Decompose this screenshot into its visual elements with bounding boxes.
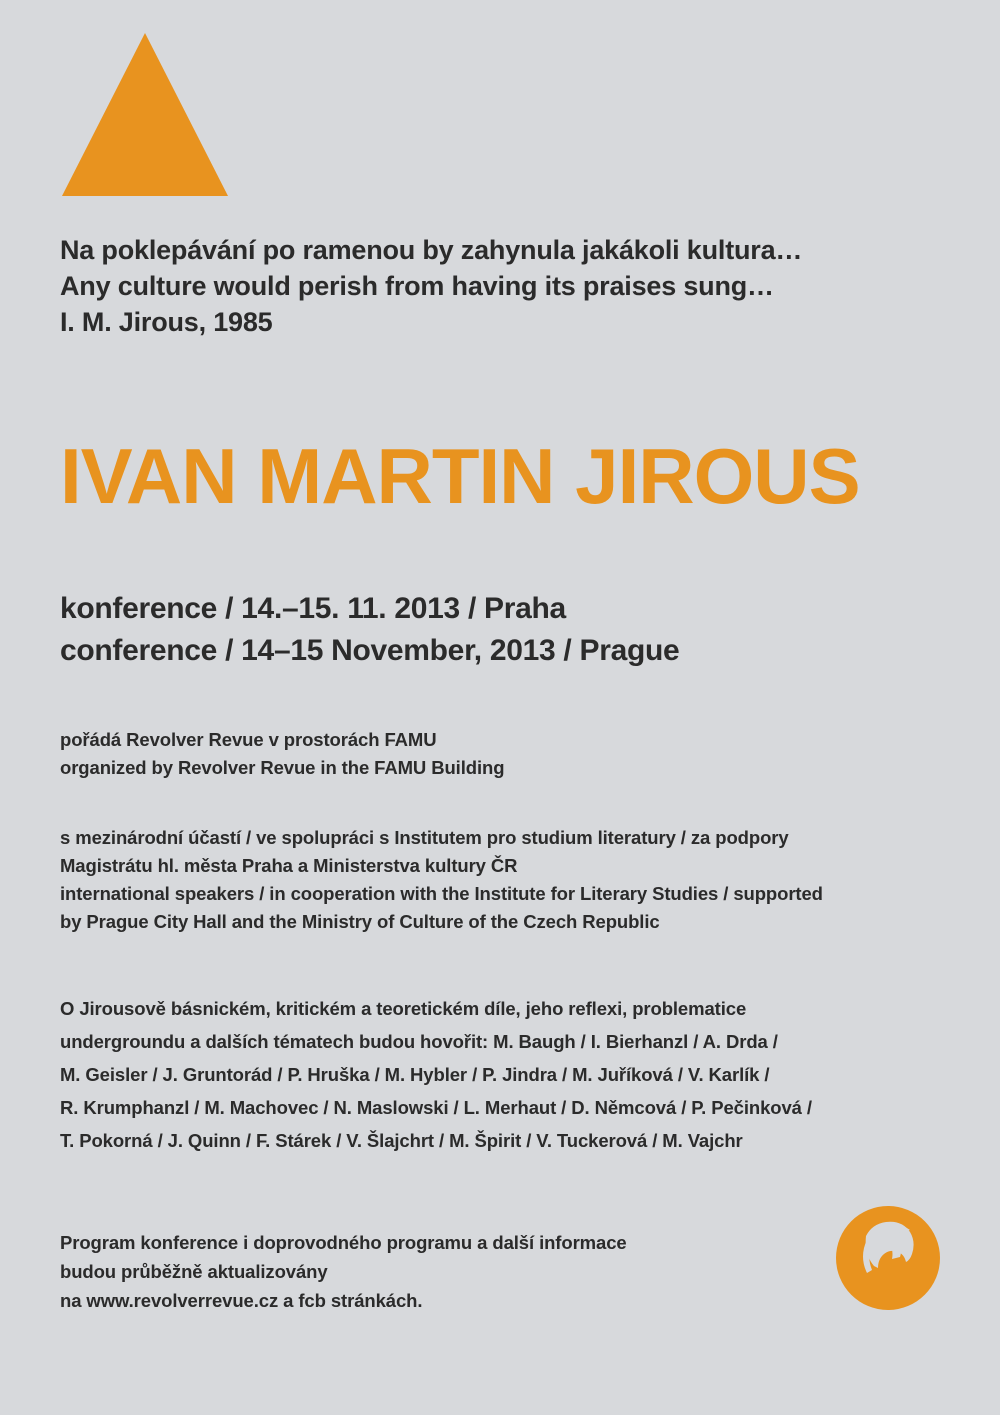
speakers-line-5: T. Pokorná / J. Quinn / F. Stárek / V. Šlajchrt / M. Špirit / V. Tuckerová / M. Vajchr (60, 1130, 743, 1151)
dates-line-en: conference / 14–15 November, 2013 / Prague (60, 634, 680, 667)
speakers-line-2: undergroundu a dalších tématech budou hovořit: M. Baugh / I. Bierhanzl / A. Drda / (60, 1031, 778, 1052)
quote-line-cs: Na poklepávání po ramenou by zahynula jakákoli kultura… (60, 235, 803, 265)
page-title: IVAN MARTIN JIROUS (60, 432, 860, 520)
quote-line-en: Any culture would perish from having its praises sung… (60, 271, 774, 301)
speakers-block (60, 992, 960, 1157)
speakers-line-4: R. Krumphanzl / M. Machovec / N. Maslowski / L. Merhaut / D. Němcová / P. Pečinková / (60, 1097, 812, 1118)
support-line-1: s mezinárodní účastí / ve spolupráci s Institutem pro studium literatury / za podpory (60, 827, 789, 848)
organizer-line-en: organized by Revolver Revue in the FAMU Building (60, 757, 505, 778)
jirous-portrait-badge (836, 1206, 940, 1310)
speakers-line-1: O Jirousově básnickém, kritickém a teoretickém díle, jeho reflexi, problematice (60, 998, 747, 1019)
organizer-block (60, 726, 960, 782)
dates-line-cs: konference / 14.–15. 11. 2013 / Praha (60, 592, 566, 625)
program-line-3: na www.revolverrevue.cz a fcb stránkách. (60, 1290, 423, 1311)
support-line-2: Magistrátu hl. města Praha a Ministerstva kultury ČR (60, 855, 518, 876)
support-block (60, 824, 960, 936)
support-line-4: by Prague City Hall and the Ministry of Culture of the Czech Republic (60, 911, 660, 932)
program-block (60, 1228, 960, 1315)
quote-attribution: I. M. Jirous, 1985 (60, 307, 273, 337)
program-line-2: budou průběžně aktualizovány (60, 1261, 328, 1282)
organizer-line-cs: pořádá Revolver Revue v prostorách FAMU (60, 729, 437, 750)
support-line-3: international speakers / in cooperation with the Institute for Literary Studies / supported (60, 883, 823, 904)
quote-block (60, 232, 960, 340)
speakers-line-3: M. Geisler / J. Gruntorád / P. Hruška / M. Hybler / P. Jindra / M. Juříková / V. Karlík / (60, 1064, 770, 1085)
dates-block (60, 588, 960, 672)
orange-triangle-logo (60, 28, 230, 198)
program-line-1: Program konference i doprovodného programu a další informace (60, 1232, 627, 1253)
